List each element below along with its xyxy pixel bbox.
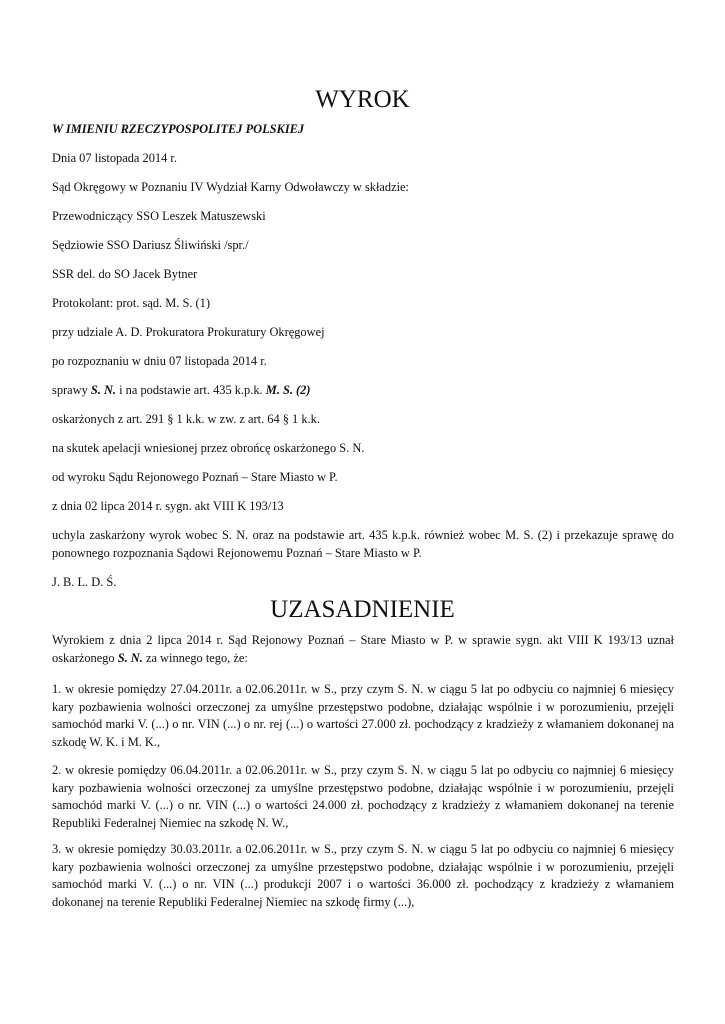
justification-intro — [52, 632, 674, 667]
case-middle: i na podstawie art. 435 k.p.k. — [116, 383, 266, 397]
defendant-name-1: S. N. — [90, 383, 117, 397]
intro-defendant-name: S. N. — [117, 650, 143, 665]
lower-court-date: z dnia 02 lipca 2014 r. sygn. akt VIII K 193/13 — [52, 499, 284, 513]
judge-delegated: SSR del. do SO Jacek Bytner — [52, 267, 198, 281]
justification-title: UZASADNIENIE — [270, 596, 455, 623]
charge-item-2: 2. w okresie pomiędzy 06.04.2011r. a 02.06.2011r. w S., przy czym S. N. w ciągu 5 lat po odbyciu co najmniej 6 miesięcy kary pozbawienia wolności orzeczonej za umyślne przestępstwo podobne, działając wspólnie i w porozumieniu, przejęli samochód marki V. (...) o nr. VIN (...) o wartości 24.000 zł. pochodzący z kradzieży z włamaniem dokonanej na terenie Republiki Federalnej Niemiec na szkodę N. W., — [52, 763, 674, 830]
signatures: J. B. L. D. Ś. — [52, 575, 117, 589]
intro-text-after: za winnego tego, że: — [142, 650, 248, 665]
verdict-subtitle: W IMIENIU RZECZYPOSPOLITEJ POLSKIEJ — [52, 122, 305, 136]
prosecutor: przy udziale A. D. Prokuratora Prokuratury Okręgowej — [52, 325, 325, 339]
charge-item-1: 1. w okresie pomiędzy 27.04.2011r. a 02.06.2011r. w S., przy czym S. N. w ciągu 5 lat po odbyciu co najmniej 6 miesięcy kary pozbawienia wolności orzeczonej za umyślne przestępstwo podobne, działając wspólnie i w porozumieniu, przejęli samochód marki V. (...) o nr. VIN (...) o nr. rej (...) o wartości 27.000 zł. pochodzący z kradzieży z włamaniem dokonanej na szkodę W. K. i M. K., — [52, 682, 674, 749]
charges: oskarżonych z art. 291 § 1 k.k. w zw. z art. 64 § 1 k.k. — [52, 412, 320, 426]
case-parties — [52, 382, 674, 399]
judges: Sędziowie SSO Dariusz Śliwiński /spr./ — [52, 238, 249, 252]
case-prefix: sprawy — [52, 383, 91, 397]
verdict-title: WYROK — [315, 86, 410, 113]
appeal-info: na skutek apelacji wniesionej przez obrońcę oskarżonego S. N. — [52, 441, 365, 455]
verdict-date: Dnia 07 listopada 2014 r. — [52, 151, 177, 165]
intro-text-before: Wyrokiem z dnia 2 lipca 2014 r. Sąd Rejonowy Poznań – Stare Miasto w P. w sprawie sygn. akt VIII K 193/13 uznał oskarżonego — [52, 633, 674, 665]
court-clerk: Protokolant: prot. sąd. M. S. (1) — [52, 296, 210, 310]
defendant-name-2: M. S. (2) — [265, 383, 311, 397]
lower-court: od wyroku Sądu Rejonowego Poznań – Stare Miasto w P. — [52, 470, 338, 484]
hearing-date: po rozpoznaniu w dniu 07 listopada 2014 r. — [52, 354, 267, 368]
presiding-judge: Przewodniczący SSO Leszek Matuszewski — [52, 209, 266, 223]
court-composition: Sąd Okręgowy w Poznaniu IV Wydział Karny Odwoławczy w składzie: — [52, 180, 410, 194]
charge-item-3: 3. w okresie pomiędzy 30.03.2011r. a 02.06.2011r. w S., przy czym S. N. w ciągu 5 lat po odbyciu co najmniej 6 miesięcy kary pozbawienia wolności orzeczonej za umyślne przestępstwo podobne, działając wspólnie i w porozumieniu, przejęli samochód marki V. (...) o nr. VIN (...) produkcji 2007 i o wartości 36.000 zł. pochodzący z kradzieży z włamaniem dokonanej na terenie Republiki Federalnej Niemiec na szkodę firmy (...), — [52, 842, 674, 909]
ruling: uchyla zaskarżony wyrok wobec S. N. oraz na podstawie art. 435 k.p.k. również wobec M. S. (2) i przekazuje sprawę do ponownego rozpoznania Sądowi Rejonowemu Poznań – Stare Miasto w P. — [52, 528, 674, 560]
